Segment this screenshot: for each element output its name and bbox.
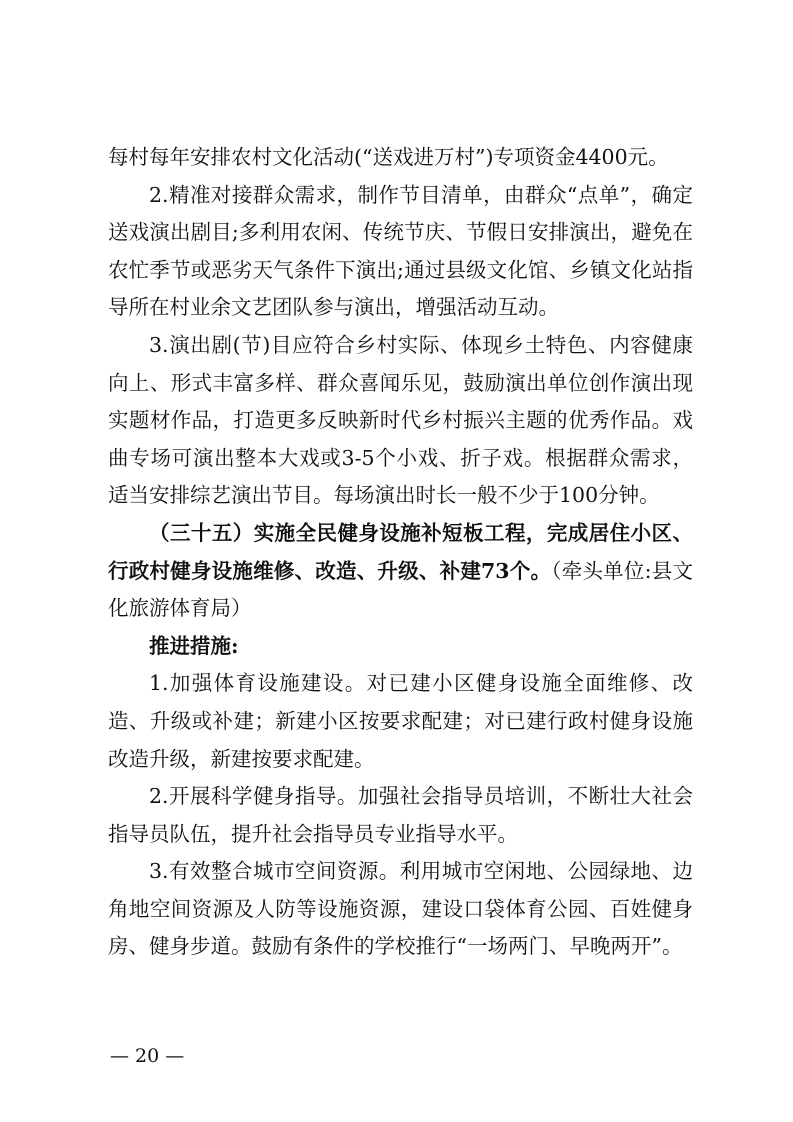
measure-item-3: 3.有效整合城市空间资源。利用城市空闲地、公园绿地、边角地空间资源及人防等设施资源，建设口袋体育公园、百姓健身房、健身步道。鼓励有条件的学校推行“一场两门、早晚两开”。 xyxy=(108,859,693,959)
lead-unit: （牵头单位:县文化旅游体育局） xyxy=(108,558,693,621)
measures-heading: 推进措施: xyxy=(149,633,239,658)
measure-item-2: 2.开展科学健身指导。加强社会指导员培训，不断壮大社会指导员队伍，提升社会指导员专业指导水平。 xyxy=(108,784,693,846)
page-number: — 20 — xyxy=(110,1045,185,1067)
paragraph-continuation: 每村每年安排农村文化活动(“送戏进万村”)专项资金4400元。 xyxy=(108,145,669,169)
document-body xyxy=(108,139,693,966)
paragraph-item-3: 3.演出剧(节)目应符合乡村实际、体现乡土特色、内容健康向上、形式丰富多样、群众喜闻乐见，鼓励演出单位创作演出现实题材作品，打造更多反映新时代乡村振兴主题的优秀作品。戏曲专场可演出整本大戏或3-5个小戏、折子戏。根据群众需求，适当安排综艺演出节目。每场演出时长一般不少于100分钟。 xyxy=(108,332,693,508)
task-title: （三十五）实施全民健身设施补短板工程，完成居住小区、行政村健身设施维修、改造、升级、补建73个。 xyxy=(108,520,693,583)
paragraph-item-2: 2.精准对接群众需求，制作节目清单，由群众“点单”，确定送戏演出剧目;多利用农闲、传统节庆、节假日安排演出，避免在农忙季节或恶劣天气条件下演出;通过县级文化馆、乡镇文化站指导所在村业余文艺团队参与演出，增强活动互动。 xyxy=(108,182,693,320)
task-heading xyxy=(108,515,693,628)
measure-item-1: 1.加强体育设施建设。对已建小区健身设施全面维修、改造、升级或补建；新建小区按要求配建；对已建行政村健身设施改造升级，新建按要求配建。 xyxy=(108,671,693,771)
